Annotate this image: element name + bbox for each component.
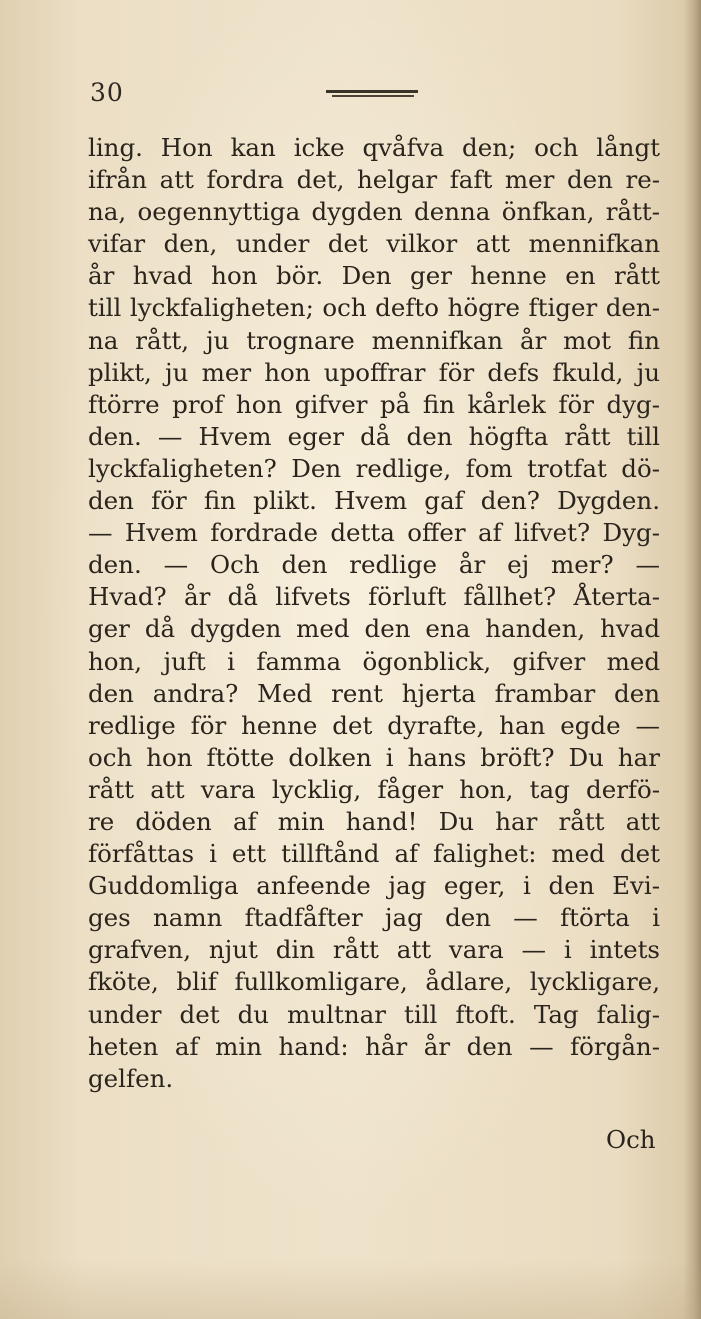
header-rule-bar-bottom bbox=[332, 95, 414, 97]
page-bottom-shade bbox=[0, 1259, 701, 1319]
text-line: na rått, ju trognare mennifkan år mot fin bbox=[88, 325, 660, 355]
text-line: gelfen. bbox=[88, 1063, 174, 1093]
catchword: Och bbox=[606, 1125, 656, 1154]
text-line: förfåttas i ett tillftånd af falighet: med det bbox=[88, 839, 660, 869]
text-line: år hvad hon bör. Den ger henne en rått bbox=[88, 261, 660, 291]
page-edge-shadow bbox=[683, 0, 701, 1319]
text-line: och hon ftötte dolken i hans bröft? Du har bbox=[88, 742, 660, 772]
text-line: ling. Hon kan icke qvåfva den; och långt bbox=[88, 133, 660, 162]
page-number: 30 bbox=[90, 78, 124, 107]
text-line: re döden af min hand! Du har rått att bbox=[88, 806, 660, 836]
text-line: fköte, blif fullkomligare, ådlare, lyckligare, bbox=[88, 967, 660, 997]
text-line: den andra? Med rent hjerta frambar den bbox=[88, 678, 660, 708]
text-line: grafven, njut din rått att vara — i intets bbox=[88, 935, 660, 965]
text-line: under det du multnar till ftoft. Tag falig- bbox=[88, 999, 660, 1029]
text-line: heten af min hand: hår år den — förgån- bbox=[88, 1031, 660, 1061]
text-line: Guddomliga anfeende jag eger, i den Evi- bbox=[88, 871, 660, 901]
text-line: lyckfaligheten? Den redlige, fom trotfat dö- bbox=[88, 453, 660, 483]
text-line: rått att vara lycklig, fåger hon, tag derfö- bbox=[88, 774, 660, 804]
header-rule-bar-top bbox=[326, 90, 418, 93]
text-line: redlige för henne det dyrafte, han egde — bbox=[88, 710, 660, 740]
text-line: hon, juft i famma ögonblick, gifver med bbox=[88, 646, 660, 676]
text-line: ftörre prof hon gifver på fin kårlek för dyg- bbox=[88, 389, 660, 419]
text-line: till lyckfaligheten; och defto högre ftiger den- bbox=[88, 293, 660, 323]
text-line: den. — Hvem eger då den högfta rått till bbox=[88, 421, 660, 451]
text-line: Hvad? år då lifvets förluft fållhet? Återta- bbox=[88, 582, 660, 612]
text-line: den. — Och den redlige år ej mer? — bbox=[88, 550, 660, 580]
text-line: ifrån att fordra det, helgar faft mer den re- bbox=[88, 165, 660, 195]
body-text bbox=[88, 132, 660, 1095]
text-line: ger då dygden med den ena handen, hvad bbox=[88, 614, 660, 644]
text-line: ges namn ftadfåfter jag den — ftörta i bbox=[88, 903, 660, 933]
text-line: plikt, ju mer hon upoffrar för defs fkuld, ju bbox=[88, 357, 660, 387]
text-line: den för fin plikt. Hvem gaf den? Dygden. bbox=[88, 486, 660, 516]
header-ornament-rule bbox=[326, 90, 418, 99]
text-line: — Hvem fordrade detta offer af lifvet? Dyg- bbox=[88, 518, 660, 548]
text-line: na, oegennyttiga dygden denna önfkan, rått- bbox=[88, 197, 660, 227]
text-line: vifar den, under det vilkor att mennifkan bbox=[88, 229, 660, 259]
